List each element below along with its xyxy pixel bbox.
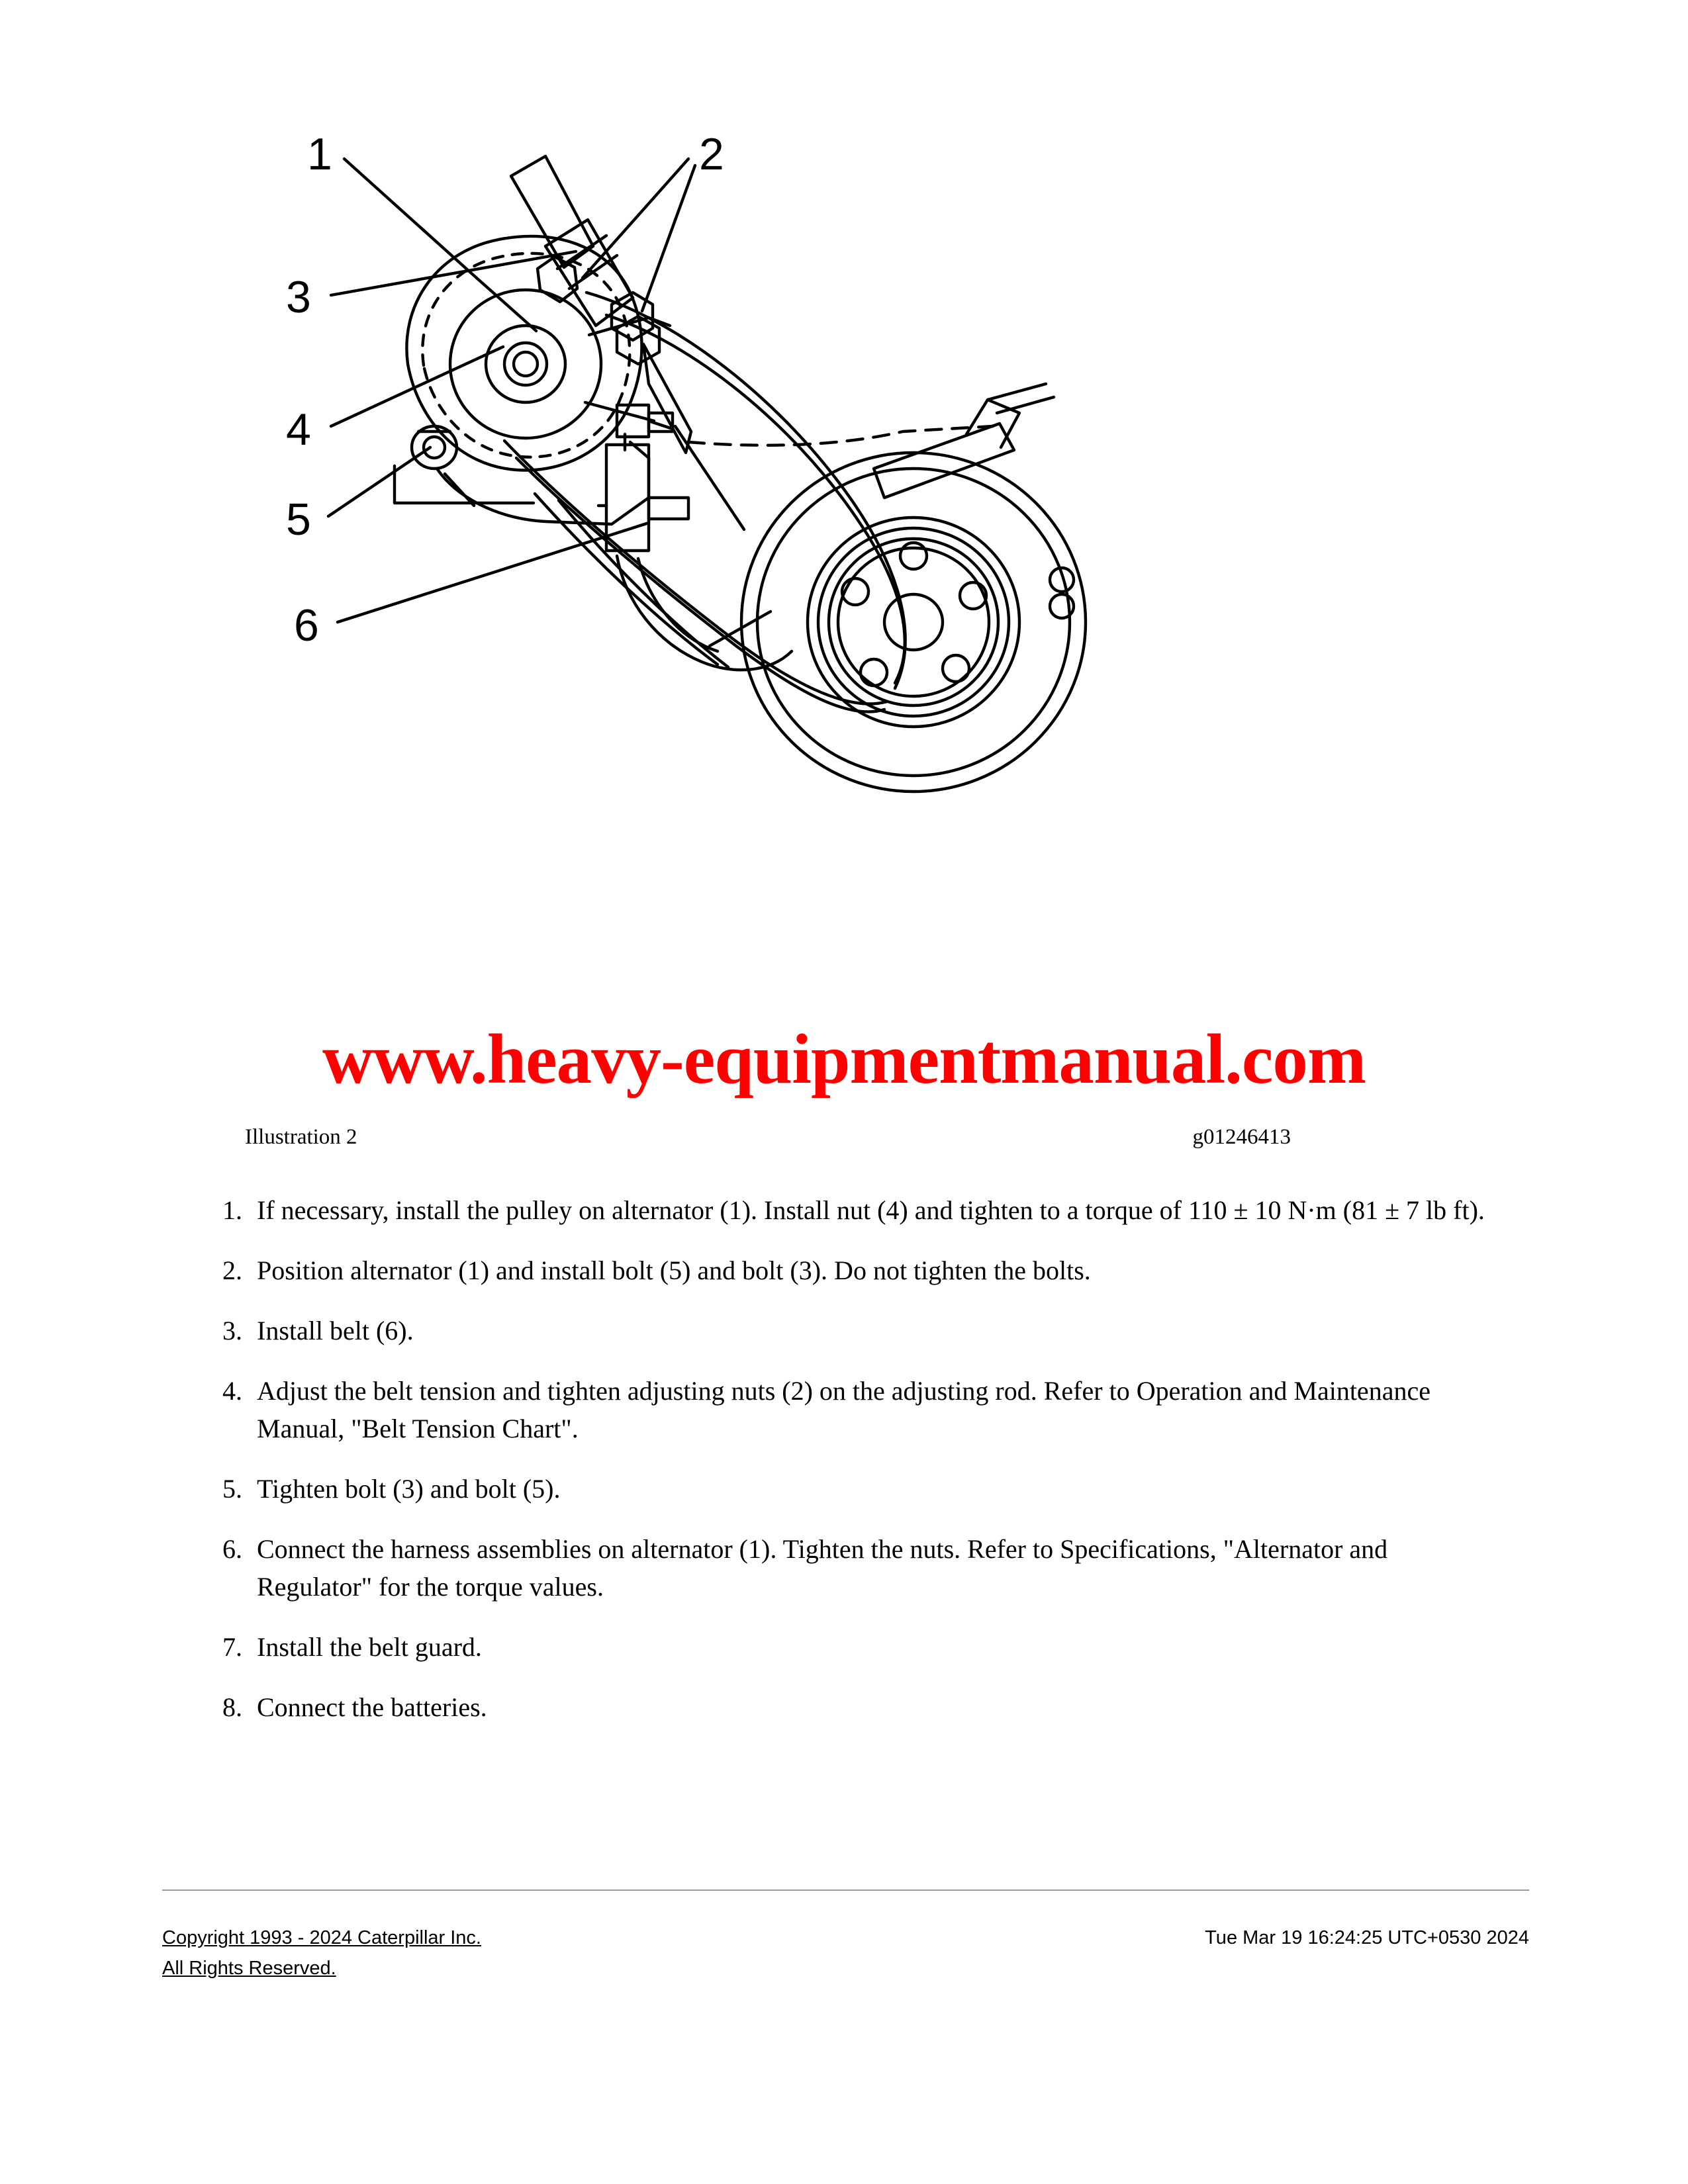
crank-pulley-groove-2 (818, 528, 1009, 716)
block-mid-tab (649, 498, 688, 519)
belt-outer-top (586, 293, 906, 688)
step-number: 7. (222, 1632, 242, 1662)
list-item (199, 1628, 1496, 1666)
list-item (199, 1251, 1496, 1289)
crank-pulley-bore (884, 594, 943, 650)
footer-copyright (162, 1923, 481, 1983)
step-number: 6. (222, 1534, 242, 1564)
step-text: Position alternator (1) and install bolt (5) and bolt (3). Do not tighten the bolts. (257, 1255, 1091, 1285)
list-item (199, 1470, 1496, 1508)
pulley-nut (504, 343, 547, 385)
step-text: Install the belt guard. (257, 1632, 482, 1662)
watermark-text: www.heavy-equipmentmanual.com (322, 1021, 1366, 1099)
footer-divider (162, 1889, 1529, 1891)
leader-1b (477, 278, 536, 331)
tension-rod (874, 424, 1014, 498)
bracket-arm (643, 344, 691, 453)
list-item (199, 1372, 1496, 1447)
rod-end (966, 400, 1019, 447)
step-number: 3. (222, 1316, 242, 1345)
leader-2b (642, 165, 695, 311)
list-item (199, 1688, 1496, 1726)
callout-5: 5 (286, 494, 311, 545)
copyright-line-2[interactable]: All Rights Reserved. (162, 1958, 336, 1979)
crank-bolt-hole-3 (943, 655, 969, 682)
rod-tail (988, 384, 1046, 400)
pulley-outer (450, 290, 601, 438)
crank-pulley-outer (741, 453, 1086, 792)
list-item (199, 1530, 1496, 1606)
list-item (199, 1191, 1496, 1229)
step-number: 5. (222, 1474, 242, 1504)
crank-bolt-hole-2 (960, 582, 986, 609)
leader-2a (583, 159, 688, 278)
step-text: Install belt (6). (257, 1316, 414, 1345)
adjusting-rod-upper (511, 156, 593, 267)
illustration-figure (252, 119, 1443, 1019)
callout-labels (286, 129, 724, 651)
alternator-housing-inner (422, 253, 630, 457)
step-number: 2. (222, 1255, 242, 1285)
copyright-line-1[interactable]: Copyright 1993 - 2024 Caterpillar Inc. (162, 1927, 481, 1948)
illustration-caption-label: Illustration 2 (245, 1125, 357, 1149)
step-text: Connect the batteries. (257, 1692, 487, 1722)
step-text: Tighten bolt (3) and bolt (5). (257, 1474, 561, 1504)
crank-bolt-hole-4 (861, 659, 887, 686)
procedure-steps-list (199, 1191, 1496, 1749)
pulley-mid (486, 326, 565, 402)
bracket-arm-edge (675, 426, 744, 529)
step-number: 1. (222, 1195, 242, 1225)
illustration-figure-id: g01246413 (1192, 1125, 1291, 1149)
adjusting-nut-c (617, 316, 659, 364)
rod-tail-b (997, 397, 1054, 413)
footer-timestamp: Tue Mar 19 16:24:25 UTC+0530 2024 (1205, 1927, 1529, 1948)
crank-pulley-groove-3 (829, 539, 998, 705)
bolt-5-center (424, 437, 445, 458)
callout-2: 2 (699, 129, 724, 179)
callout-3: 3 (286, 272, 311, 322)
step-text: Connect the harness assemblies on alternator (1). Tighten the nuts. Refer to Specifications, "Alternator and Regulator" for the torque values. (257, 1534, 1388, 1602)
step-text: If necessary, install the pulley on alternator (1). Install nut (4) and tighten to a torque of 110 ± 10 N·m (81 ± 7 lb ft). (257, 1195, 1485, 1225)
leader-1 (344, 159, 477, 278)
alternator-belt-drawing (252, 119, 1443, 1019)
bracket-5 (395, 466, 534, 503)
callout-6: 6 (294, 600, 319, 651)
step-number: 8. (222, 1692, 242, 1722)
pulley-shaft (514, 352, 538, 376)
mount-detail-1 (445, 474, 474, 506)
leader-4 (331, 347, 503, 426)
belt-outer-bottom-b (516, 458, 884, 712)
step-text: Adjust the belt tension and tighten adjusting nuts (2) on the adjusting rod. Refer to Operation and Maintenance Manual, "Belt Tension Chart". (257, 1376, 1430, 1443)
step-number: 4. (222, 1376, 242, 1406)
callout-4: 4 (286, 404, 311, 455)
list-item (199, 1312, 1496, 1349)
callout-1: 1 (307, 129, 332, 179)
crank-pulley-rim (757, 469, 1070, 776)
